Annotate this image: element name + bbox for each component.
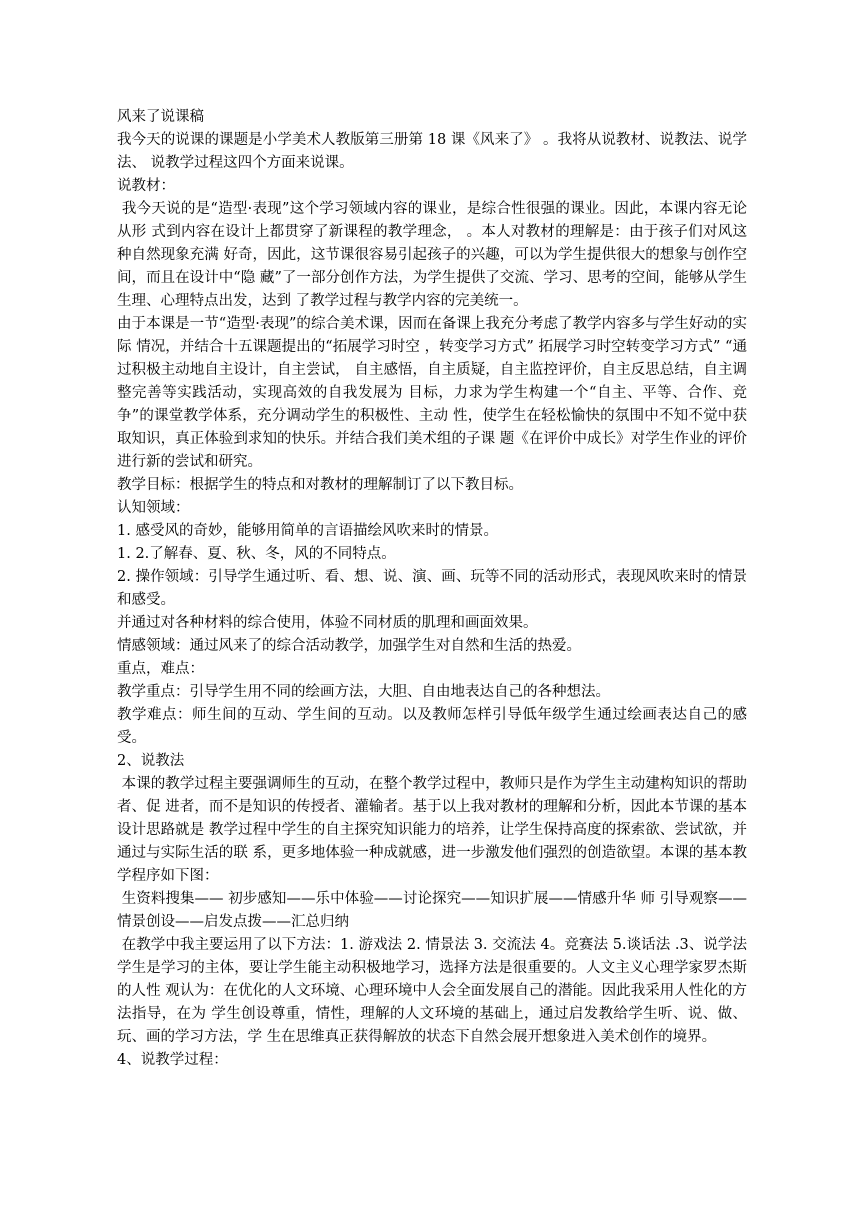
- heading-teaching-method: 2、说教法: [117, 753, 185, 769]
- paragraph-goals: 教学目标：根据学生的特点和对教材的理解制订了以下教目标。: [117, 477, 523, 493]
- document-page: [117, 106, 752, 1072]
- list-item-1: 1. 感受风的奇妙，能够用简单的言语描绘风吹来时的情景。: [117, 523, 498, 539]
- paragraph-materials: 并通过对各种材料的综合使用，体验不同材质的肌理和画面效果。: [117, 615, 538, 631]
- list-item-1-2: 1. 2.了解春、夏、秋、冬，风的不同特点。: [117, 546, 396, 562]
- list-item-2: 2. 操作领域：引导学生通过听、看、想、说、演、画、玩等不同的活动形式，表现风吹来时的情景和感受。: [117, 569, 747, 608]
- document-title: 风来了说课稿: [117, 109, 204, 125]
- heading-textbook: 说教材：: [117, 178, 175, 194]
- paragraph-intro: 我今天的说课的课题是小学美术人教版第三册第 18 课《风来了》 。我将从说教材、说教法、说学法、 说教学过程这四个方面来说课。: [117, 132, 747, 171]
- heading-key-points: 重点，难点：: [117, 661, 204, 677]
- paragraph-methods: 在教学中我主要运用了以下方法：1. 游戏法 2. 情景法 3. 交流法 4。竞赛法 5.谈话法 .3、说学法 学生是学习的主体，要让学生能主动积极地学习，选择方法是很重要的。人文主义心理学家罗杰斯的人性 观认为：在优化的人文环境、心理环境中人会全面发展自己的潜能。因此我采用人性化的方法指导，在为 学生创设尊重，情性，理解的人文环境的基础上，通过启发教给学生听、说、做、玩、画的学习方法，学 生在思维真正获得解放的状态下自然会展开想象进入美术创作的境界。: [117, 937, 752, 1045]
- paragraph-procedure: 生资料搜集—— 初步感知——乐中体验——讨论探究——知识扩展——情感升华 师 引导观察——情景创设——启发点拨——汇总归纳: [117, 891, 748, 930]
- paragraph-textbook: 我今天说的是“造型·表现”这个学习领域内容的课业，是综合性很强的课业。因此，本课内容无论从形 式到内容在设计上都贯穿了新课程的教学理念， 。本人对教材的理解是：由于孩子们对风这种自然现象充满 好奇，因此，这节课很容易引起孩子的兴趣，可以为学生提供很大的想象与创作空间，而且在设计中“隐 藏”了一部分创作方法，为学生提供了交流、学习、思考的空间，能够从学生生理、心理特点出发，达到 了教学过程与教学内容的完美统一。: [117, 201, 747, 309]
- paragraph-difficulty: 教学难点：师生间的互动、学生间的互动。以及教师怎样引导低年级学生通过绘画表达自己的感受。: [117, 707, 747, 746]
- heading-teaching-process: 4、说教学过程：: [117, 1052, 228, 1068]
- paragraph-preparation: 由于本课是一节“造型·表现”的综合美术课，因而在备课上我充分考虑了教学内容多与学生好动的实际 情况，并结合十五课题提出的“拓展学习时空 ，转变学习方式” 拓展学习时空转变学习方式” “通过积极主动地自主设计，自主尝试， 自主感悟，自主质疑，自主监控评价，自主反思总结，自主调整完善等实践活动，实现高效的自我发展为 目标，力求为学生构建一个“自主、平等、合作、竞争”的课堂教学体系，充分调动学生的积极性、主动 性，使学生在轻松愉快的氛围中不知不觉中获取知识，真正体验到求知的快乐。并结合我们美术组的子课 题《在评价中成长》对学生作业的评价进行新的尝试和研究。: [117, 316, 747, 470]
- heading-cognitive: 认知领域：: [117, 500, 190, 516]
- paragraph-teaching-method: 本课的教学过程主要强调师生的互动，在整个教学过程中，教师只是作为学生主动建构知识的帮助者、促 进者，而不是知识的传授者、灌输者。基于以上我对教材的理解和分析，因此本节课的基本设计思路就是 教学过程中学生的自主探究知识能力的培养，让学生保持高度的探索欲、尝试欲，并通过与实际生活的联 系，更多地体验一种成就感，进一步激发他们强烈的创造欲望。本课的基本教学程序如下图：: [117, 776, 747, 884]
- paragraph-emotion: 情感领域：通过风来了的综合活动教学，加强学生对自然和生活的热爱。: [117, 638, 581, 654]
- paragraph-key-point: 教学重点：引导学生用不同的绘画方法，大胆、自由地表达自己的各种想法。: [117, 684, 610, 700]
